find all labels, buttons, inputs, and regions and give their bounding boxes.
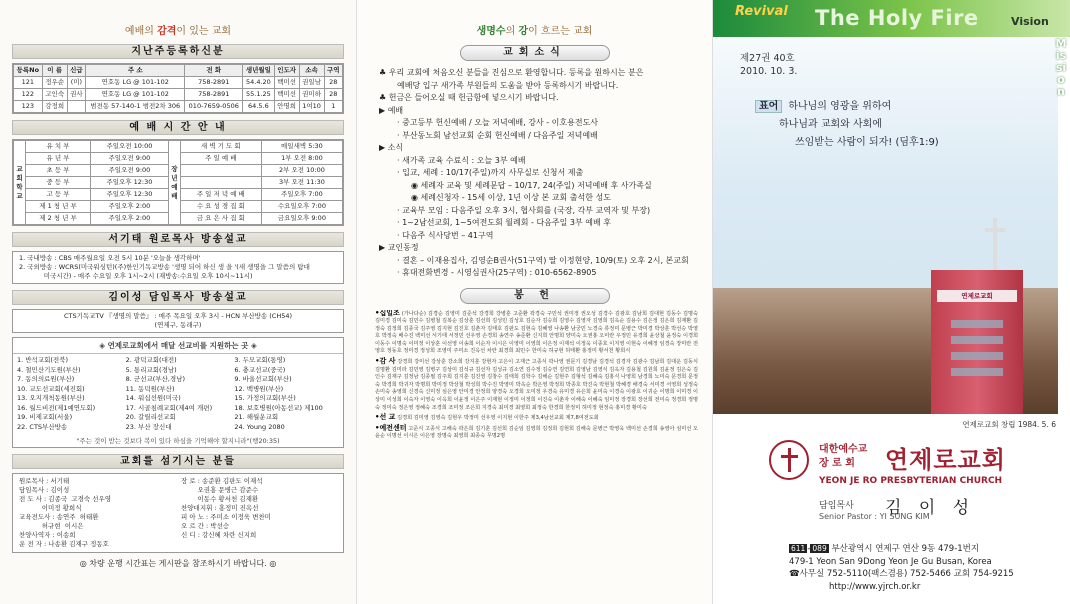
cover-image — [713, 38, 1058, 414]
staff-line: 피 아 노 : 주미소 이정욱 변찬미 — [181, 513, 271, 521]
newcomers-table — [13, 64, 343, 113]
list-item: 11. 동덕원(부산) — [125, 384, 175, 393]
list-item: 6. 충교선교(중국) — [234, 365, 286, 374]
slogan-2: 생명수의 강이 흐르는 교회 — [476, 26, 593, 37]
staff-line: 이미정 황희식 — [19, 504, 82, 512]
worship-time: 주일오후 12:30 — [91, 177, 169, 189]
worship-heading: 예 배 시 간 안 내 — [12, 120, 344, 135]
list-item: 19. 비제교회(서울) — [17, 413, 73, 421]
worship-name: 주 일 예 배 — [180, 153, 261, 165]
newcomers-header: 신급 — [67, 65, 85, 77]
news-line: · 입교, 세례 : 10/17(주일)까지 사무실로 신청서 제출 — [397, 168, 584, 177]
table-cell: 권미하 — [299, 89, 324, 101]
list-item: 13. 오지개척동원(부산) — [17, 394, 85, 402]
list-item: 15. 가정의교회(부산) — [234, 394, 296, 402]
list-item: 7. 동의의료원(부산) — [17, 375, 75, 383]
issue-date: 2010. 10. 3. — [740, 66, 798, 77]
newcomers-header: 주 소 — [86, 65, 185, 77]
pastor-label: 담임목사 — [819, 501, 854, 511]
pastor-broadcast-heading: 김이성 담임목사 방송설교 — [12, 290, 344, 305]
list-item: 16. 월드비전(제1예연도회) — [17, 403, 96, 412]
newcomers-header: 인도자 — [274, 65, 299, 77]
staff-line: 오권홍 문병근 감준수 — [181, 486, 259, 494]
table-cell: 정우순 — [42, 77, 67, 89]
worship-time: 주일오전 10:00 — [91, 141, 169, 153]
slogan: 예배의 감격이 있는 교회 — [124, 26, 232, 37]
worship-name: 유 치 부 — [26, 141, 91, 153]
banner-title: The Holy Fire — [815, 6, 979, 30]
list-item: 10. 교도선교회(세진회) — [17, 384, 85, 393]
worship-time: 주일오후 2:00 — [91, 201, 169, 213]
pastor-name: 김 이 성 — [885, 498, 976, 518]
list-item: 14. 워십선원(미국) — [125, 394, 181, 402]
worship-time: 1부 오전 8:00 — [261, 153, 342, 165]
founding-date: 연제로교회 창립 1984. 5. 6 — [962, 420, 1056, 429]
worship-name: 초 등 부 — [26, 165, 91, 177]
pastor-broadcast-box — [12, 309, 344, 333]
middle-panel — [356, 0, 712, 604]
offering-names: (가나다순) 김경순 김영미 김준석 강경희 강병훈 고준환 곽경숙 구민석 권미정 권오성 김경수 김광호 김남희 김대현 김동수 김명숙 김미경 김미숙 김민수 김병철 김복순 김상훈 김선희 김성민 김성호 김순자 김승희 김영수 김영자 김영희 김옥순 김용수 김은정 김은희 김재환 김정숙 김정희 김종국 김주영 김지현 김진호 김춘자 김태호 김판도 김현숙 김혜영 나송환 남궁민 노경숙 류정미 문병근 박미경 박상훈 박선승 박영호 박정숙 배수진 백미선 서기태 서정민 선우영 손경희 송연주 송준환 신지희 안명희 양미숙 오권홍 오미란 우정민 유경희 윤상철 윤정숙 이경희 이동수 이명숙 이미정 이상훈 이선영 이송희 이순자 이시은 이영미 이영희 이은정 이재석 이정욱 이종호 이지영 이현숙 이혜정 임경숙 장미란 전영호 정동호 정미경 정성희 조영미 주미소 진옥선 차란 최경희 최민수 한미숙 허규현 허태환 홍정미 황서천 황희식 — [375, 310, 698, 355]
worship-side-label: 교회학교 — [14, 141, 26, 225]
staff-line: 찬양대지휘 : 홍정미 진옥선 — [181, 504, 259, 512]
issue-info — [740, 52, 797, 78]
table-cell: 백미선 — [274, 77, 299, 89]
table-cell: 28 — [324, 77, 342, 89]
offering-names: 고준식 고종식 고해숙 곽은희 김기훈 김선희 김순임 김영희 김정희 김현희 김해숙 문병근 박영욱 백미선 손경희 송영아 심미선 오윤순 이명선 이시은 이은영 장명숙 최영희 최종숙 무명2명 — [375, 425, 698, 440]
news-line: · 부산동노회 남선교회 순회 헌신예배 / 다음주일 저녁예배 — [397, 130, 598, 140]
broadcast-line: 2. 국외방송 : WCRS(미국워싱턴)(주)한인기독교방송 '생명 되어 하신 생 을 '(새 생명을 그 말씀의 탐대 — [19, 263, 310, 271]
worship-time: 주일오전 9:00 — [91, 165, 169, 177]
broadcast-line: 1. 국내방송 : CBS 매주월요일 오전 5시 10분 '오늘을 생각하며' — [19, 254, 201, 262]
newcomers-table-box — [12, 63, 344, 114]
table-cell: 123 — [14, 101, 43, 113]
table-cell: 121 — [14, 77, 43, 89]
worship-name: 제 1 청 년 부 — [26, 201, 91, 213]
worship-time: 주일오후 2:00 — [91, 213, 169, 225]
offering-section — [375, 425, 698, 441]
table-cell: 010-7659-0506 — [185, 101, 243, 113]
news-line: ◉ 세례자 교육 및 세례문답 – 10/17, 24(주일) 저녁예배 후 사가족실 — [411, 180, 652, 190]
table-cell: 연호동 LG @ 101-102 — [86, 77, 185, 89]
news-heading: 교회소식 — [460, 45, 610, 61]
list-item: 9. 바울선교회(부산) — [234, 375, 292, 383]
table-cell: 권일남 — [299, 77, 324, 89]
staff-line: 원로목사 : 서기태 — [19, 477, 70, 485]
offering-list — [357, 310, 712, 544]
volume: 제27권 40호 — [740, 53, 795, 64]
news-line: ▶ 교인동정 — [379, 243, 419, 252]
worship-time: 주일오전 9:00 — [91, 153, 169, 165]
offering-section — [375, 310, 698, 357]
worship-time: 주일오후 7:00 — [261, 189, 342, 201]
news-line: · 1~2남선교회, 1~5여전도회 월례회 - 다음주일 3부 예배 후 — [397, 218, 612, 227]
staff-line: 이동수 황서천 김재환 — [181, 495, 259, 503]
list-item: 17. 시골침례교회(제4여 개편) — [125, 403, 213, 412]
news-line: 예배당 입구 새가족 부원들의 도움을 받아 등록하시기 바랍니다. — [397, 80, 619, 90]
newcomers-header: 생년월일 — [243, 65, 275, 77]
offering-category: •감 사 — [375, 357, 396, 366]
worship-side-label-2: 장년예배 — [168, 141, 180, 225]
list-item: 24. Young 2080 — [234, 422, 285, 431]
list-item: 22. CTS부산방송 — [17, 422, 68, 431]
broadcast-box — [12, 251, 344, 284]
church-name: 연제로교회 — [885, 446, 1006, 474]
mission-heading: ◈ 연제로교회에서 매달 선교비를 지원하는 곳 ◈ — [13, 338, 343, 354]
mission-box — [12, 337, 344, 448]
worship-name: 수 요 성 경 집 회 — [180, 201, 261, 213]
worship-time: 매일새벽 5:30 — [261, 141, 342, 153]
offering-category: •십일조 — [375, 309, 400, 317]
building-sign: 연제로교회 — [937, 290, 1017, 302]
newcomers-heading: 지난주등록하신분 — [12, 44, 344, 59]
staff-line: 찬양사역자 : 이송희 — [19, 531, 76, 539]
newcomers-header: 등록No — [14, 65, 43, 77]
news-line: ◉ 세례신청자 - 15세 이상, 1년 이상 본 교회 출석한 성도 — [411, 193, 611, 202]
staff-line: 운 전 자 : 나송환 김재구 정동호 — [19, 540, 109, 548]
news-line: ▶ 예배 — [379, 105, 404, 115]
news-line: ♣ 우리 교회에 처음오신 분들을 진심으로 환영합니다. 등록을 원하시는 분은 — [379, 68, 644, 77]
church-name-en: YEON JE RO PRESBYTERIAN CHURCH — [819, 476, 1003, 486]
list-item: 23. 부산 장신대 — [125, 422, 172, 431]
table-cell — [67, 101, 85, 113]
table-cell: 고인숙 — [42, 89, 67, 101]
table-row — [14, 101, 343, 113]
news-line: · 결혼 – 이재용집사, 김영순B권사(51구역) 딸 이정현양, 10/9(토) 오후 2시, 본교회 — [397, 255, 689, 265]
news-line: · 휴대전화변경 - 시영심권사(25구역) : 010-6562-8905 — [397, 268, 597, 277]
motto: 표어 하나님의 영광을 위하여 하나님과 교회와 사회에 쓰임받는 사람이 되자! (딤후1:9) — [755, 98, 939, 152]
offering-names: 김경희 김미영 김영숙 김현우 박정미 선우영 이지현 이한주 제3,4남선교회 제7,8여전도회 — [397, 415, 599, 422]
worship-table-box — [12, 139, 344, 226]
table-cell: 55.1.25 — [243, 89, 275, 101]
worship-name: 유 년 부 — [26, 153, 91, 165]
list-item: 18. 보호병원(아동선교) 제100 — [234, 403, 323, 412]
staff-line: 교육전도사 : 송연주 허태환 — [19, 513, 99, 521]
staff-line: 담임목사 : 김이성 — [19, 486, 70, 494]
table-row — [14, 141, 343, 153]
worship-name: 중 등 부 — [26, 177, 91, 189]
worship-name: 제 2 청 년 부 — [26, 213, 91, 225]
banner-mission: Mission — [1055, 37, 1067, 98]
table-cell: 122 — [14, 89, 43, 101]
pastor-name-en: Senior Pastor : YI SUNG KIM — [819, 512, 930, 521]
newcomers-header: 구역 — [324, 65, 342, 77]
newcomers-header: 이 름 — [42, 65, 67, 77]
news-line: · 중고등부 헌신예배 / 오늘 저녁예배, 강사 - 이호용전도사 — [397, 118, 599, 127]
staff-line: 장 로 : 송준환 김판도 이재석 — [181, 477, 263, 485]
news-line: ♣ 헌금은 들어오실 때 헌금함에 넣으시기 바랍니다. — [379, 93, 559, 102]
news-line: · 교육부 모임 : 다음주일 오후 3시, 협사회를 (국장, 각부 교역자 및 부장) — [397, 205, 651, 215]
staff-line: 허규현 이시은 — [19, 522, 84, 530]
news-line: · 다음주 식사당번 – 41구역 — [397, 230, 494, 240]
worship-name — [180, 177, 261, 189]
list-item: 3. 두모교회(통영) — [234, 356, 286, 364]
pastor-broadcast-line: CTS기독교TV 『생명의 말씀』 : 매주 목요일 오후 3시 - HCN 부산방송 (CH54) — [63, 312, 293, 320]
staff-line: 전 도 사 : 김종국 고경숙 선우영 — [19, 495, 112, 503]
offering-heading: 봉 헌 — [460, 288, 610, 304]
motto-tag: 표어 — [755, 100, 782, 113]
table-cell: 안명희 — [274, 101, 299, 113]
table-cell: 64.5.6 — [243, 101, 275, 113]
newcomers-header: 소속 — [299, 65, 324, 77]
worship-table — [13, 140, 343, 225]
worship-time: 수요일오후 7:00 — [261, 201, 342, 213]
broadcast-heading: 서기태 원로목사 방송설교 — [12, 232, 344, 247]
denomination: 대한예수교 장 로 회 — [819, 444, 868, 469]
worship-name: 주 일 저 녁 예 배 — [180, 189, 261, 201]
address-block: 611 - 089 부산광역시 연제구 연산 9동 479-1번지 479-1 Yeon San 9Dong Yeon Je Gu Busan, Korea ☎사무실 752-5110(팩스겸용) 752-5466 교회 754-9215 http://www.yjrch.or.kr — [789, 544, 1014, 592]
offering-category: •선 교 — [375, 413, 396, 422]
list-item: 20. 갈릴리선교회 — [125, 413, 176, 421]
worship-time: 3부 오전 11:30 — [261, 177, 342, 189]
list-item: 2. 광덕교회(대전) — [125, 356, 177, 364]
church-building-image — [931, 270, 1023, 414]
list-item: 1. 반석교회(전북) — [17, 356, 69, 364]
table-cell: (미) — [67, 77, 85, 89]
banner-vision: Vision — [1011, 15, 1049, 28]
table-cell: 백미선 — [274, 89, 299, 101]
cover-panel — [712, 0, 1070, 604]
table-cell: 1여10 — [299, 101, 324, 113]
table-cell: 1 — [324, 101, 342, 113]
table-cell: 54.4.20 — [243, 77, 275, 89]
left-panel — [0, 0, 356, 604]
table-cell: 28 — [324, 89, 342, 101]
table-cell: 범전동 57-140-1 범전2차 306 — [86, 101, 185, 113]
offering-section — [375, 414, 698, 423]
list-item: 8. 군선교(부산,경남) — [125, 375, 186, 383]
worship-time: 2부 오전 10:00 — [261, 165, 342, 177]
website-link[interactable]: http://www.yjrch.or.kr — [829, 581, 921, 592]
banner-revival: Revival — [735, 4, 788, 19]
staff-box — [12, 473, 344, 553]
newcomers-header: 전 화 — [185, 65, 243, 77]
shuttle-note: ◎ 차량 운행 시간표는 게시판을 참조하시기 바랍니다. ◎ — [79, 559, 277, 568]
pastor-broadcast-line: (연제구, 동래구) — [154, 321, 202, 329]
worship-name: 새 벽 기 도 회 — [180, 141, 261, 153]
staff-line: 오 르 간 : 박선승 — [181, 522, 230, 530]
staff-heading: 교회를 섬기시는 분들 — [12, 454, 344, 469]
table-cell: 강정희 — [42, 101, 67, 113]
list-item: 21. 해월운교회 — [234, 413, 279, 421]
church-logo-icon — [769, 440, 809, 480]
table-row — [14, 77, 343, 89]
worship-time: 금요일오후 9:00 — [261, 213, 342, 225]
broadcast-line: 미국시간) - 매주 수요일 오후 1시~2시 (재방송:수요일 오후 10시~11시) — [19, 272, 253, 280]
news-line: ▶ 소식 — [379, 143, 404, 152]
mission-list — [13, 354, 343, 434]
banner — [713, 0, 1070, 37]
worship-name — [180, 165, 261, 177]
table-cell: 연호동 LG @ 101-102 — [86, 89, 185, 101]
news-line: · 새가족 교육 수료식 : 오늘 3부 예배 — [397, 155, 526, 165]
worship-name: 고 등 부 — [26, 189, 91, 201]
offering-category: •예전센터 — [375, 423, 407, 432]
table-cell: 758-2891 — [185, 77, 243, 89]
worship-name: 금 요 은 사 집 회 — [180, 213, 261, 225]
staff-right — [181, 477, 337, 549]
table-cell: 758-2891 — [185, 89, 243, 101]
table-row — [14, 89, 343, 101]
list-item: 12. 백병원(부산) — [234, 384, 284, 393]
news-list — [357, 67, 712, 280]
table-cell: 권사 — [67, 89, 85, 101]
list-item: 5. 통리교회(경남) — [125, 365, 177, 374]
offering-section — [375, 358, 698, 412]
staff-line: 신 디 : 강신혜 차란 신지희 — [181, 531, 257, 539]
worship-time: 주일오후 12:30 — [91, 189, 169, 201]
mission-verse: "주는 것이 받는 것보다 복이 있다 하심을 기억해야 할지니라"(행20:35) — [76, 437, 280, 445]
list-item: 4. 철민산기도원(부산) — [17, 365, 81, 374]
offering-names: 강경희 강미선 강상훈 강소희 강지훈 강현자 고은이 고재근 고종식 곽나영 권문기 김경남 김경석 김경자 김광수 김남희 김대운 김동식 김명환 김미라 김민영 김병구 김상미 김석규 김선자 김성규 김소연 김수정 김승연 김연희 김영남 김영식 김옥자 김용철 김원희 김윤정 김은숙 김인수 김재구 김정남 김종필 김주희 김지훈 김진영 김창수 김태희 김학수 김해순 김현주 김형석 김혜숙 김홍식 나영희 남경희 노미숙 문경희 문정숙 박경희 박귀자 박명희 박미정 박상철 박성희 박수진 박영미 박옥순 박은영 박정희 박종호 박진숙 박현철 박혜경 배경숙 서미경 서영희 성정숙 손미숙 송영희 신경숙 신미정 심은영 안미경 안정희 양경숙 오경희 오미정 우경숙 유미경 유은희 윤미숙 이경숙 이광호 이귀순 이명희 이미경 이상미 이성희 이숙자 이영숙 이옥희 이윤정 이은주 이재현 이정미 이정희 이진숙 이춘자 이해숙 이혜숙 임미정 장경희 장선희 전미숙 정경희 정명숙 정미숙 정은영 정혜숙 조경희 조미정 조은희 지경숙 최미경 최영희 최정숙 한경희 한정미 허미정 현정숙 홍미경 황미숙 — [375, 359, 699, 411]
staff-left — [19, 477, 175, 549]
